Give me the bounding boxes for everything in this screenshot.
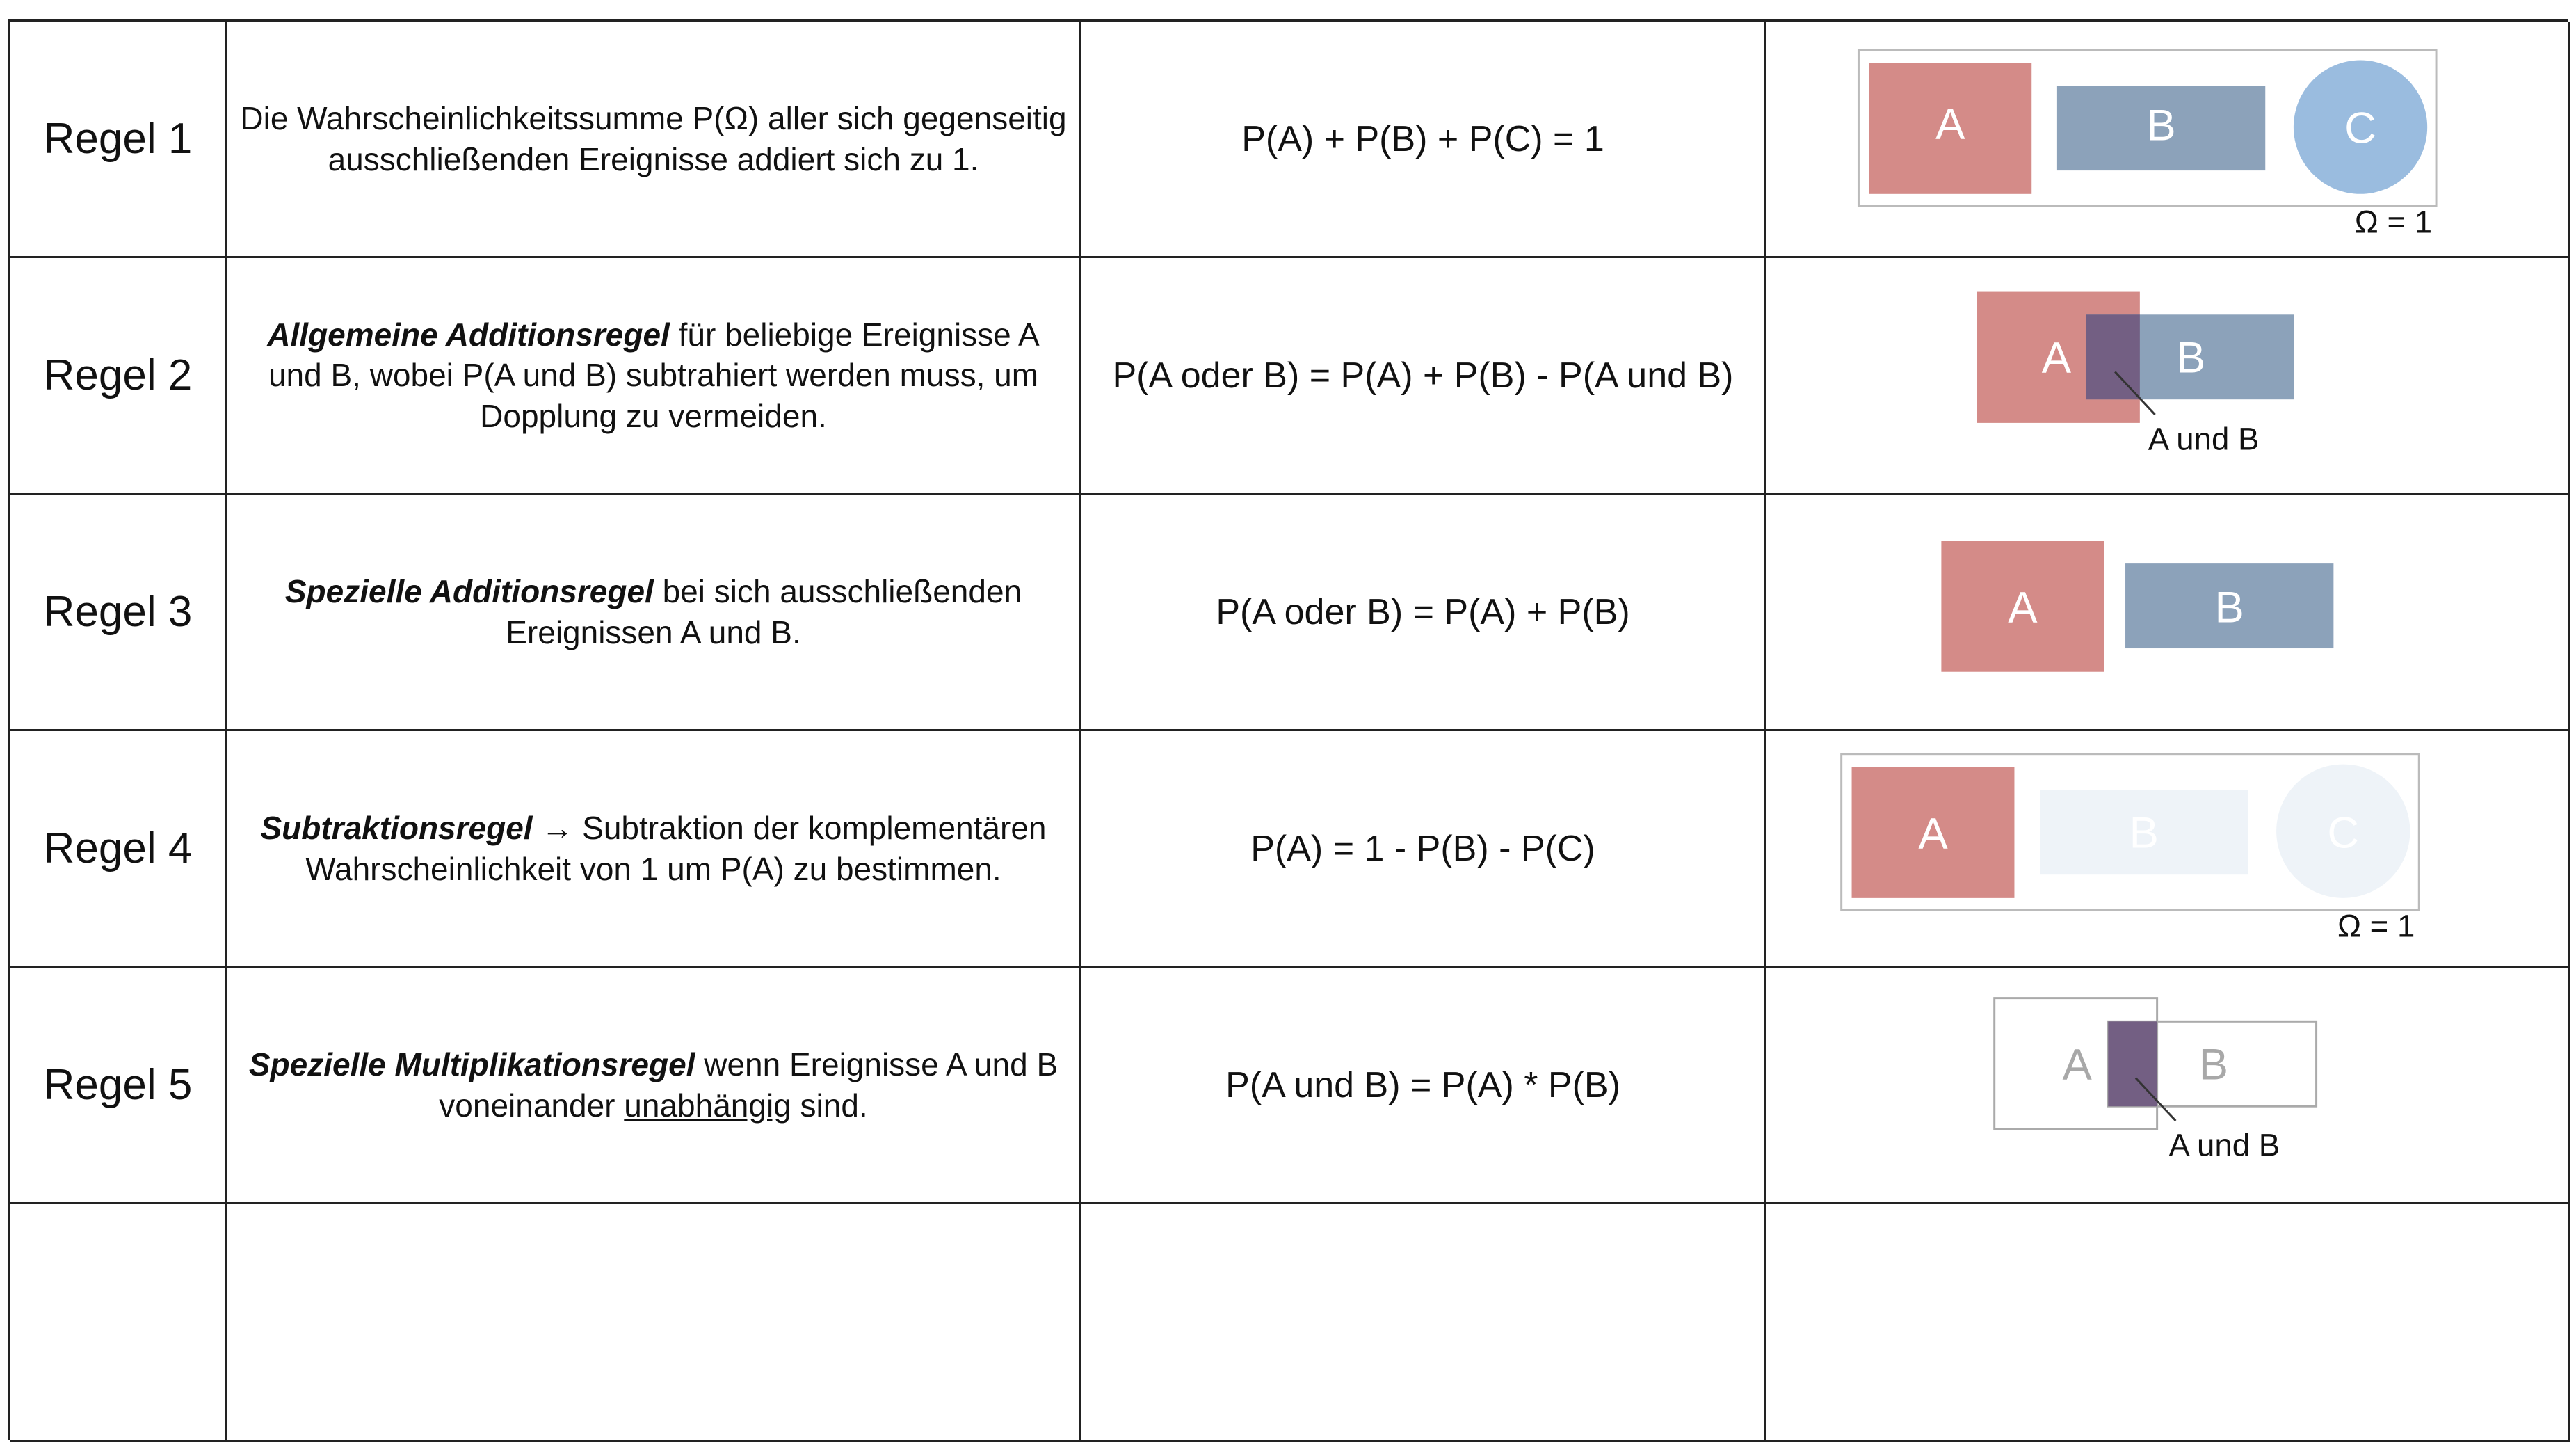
rule-description-text: Subtraktion der komplementären Wahrscheinlichkeit von 1 um P(A) zu bestimmen. (305, 810, 1047, 887)
rule-diagram (1766, 968, 2570, 1204)
diagram-special-multiplication (1766, 968, 2568, 1202)
event-a-label: A (2041, 333, 2072, 383)
event-b-label: B (2176, 333, 2206, 383)
event-b-label: B (2214, 583, 2244, 632)
rule-formula: P(A) + P(B) + P(C) = 1 (1081, 22, 1766, 258)
rule-diagram (1766, 495, 2570, 731)
empty-cell (10, 1204, 227, 1442)
empty-cell (227, 1204, 1081, 1442)
rule-description-bold: Subtraktionsregel (260, 810, 533, 847)
rules-table (8, 19, 2568, 1440)
rule-description-underlined: unabhängig (624, 1087, 791, 1124)
empty-cell (1766, 1204, 2570, 1442)
rule-description-text: bei sich ausschließenden Ereignissen A und B. (506, 573, 1022, 650)
rule-formula: P(A) = 1 - P(B) - P(C) (1081, 731, 1766, 968)
empty-cell (1081, 1204, 1766, 1442)
rule-description (227, 258, 1081, 495)
rule-name: Regel 3 (10, 495, 227, 731)
event-c-label: C (2327, 808, 2360, 858)
rule-formula: P(A und B) = P(A) * P(B) (1081, 968, 1766, 1204)
rule-description (227, 968, 1081, 1204)
rule-description-end: sind. (791, 1087, 868, 1124)
intersection-label: A und B (2168, 1127, 2280, 1163)
rule-description-bold: Allgemeine Additionsregel (267, 316, 670, 353)
diagram-general-addition (1766, 258, 2568, 493)
rule-formula: P(A oder B) = P(A) + P(B) (1081, 495, 1766, 731)
rule-formula: P(A oder B) = P(A) + P(B) - P(A und B) (1081, 258, 1766, 495)
intersection-shape (2086, 314, 2140, 399)
event-a-label: A (1918, 809, 1948, 858)
rule-name: Regel 1 (10, 22, 227, 258)
diagram-special-addition (1766, 495, 2568, 729)
event-b-label: B (2146, 101, 2176, 150)
event-b-label: B (2129, 808, 2159, 858)
event-a-label: A (2062, 1040, 2092, 1089)
event-b-label: B (2198, 1040, 2229, 1089)
rule-name: Regel 4 (10, 731, 227, 968)
arrow-icon: → (532, 810, 583, 847)
omega-label: Ω = 1 (2337, 908, 2415, 944)
rule-description-bold: Spezielle Additionsregel (284, 573, 654, 610)
rule-name: Regel 2 (10, 258, 227, 495)
omega-label: Ω = 1 (2354, 204, 2433, 240)
rule-description-text: wenn Ereignisse A und B voneinander (439, 1046, 1058, 1124)
rule-description (227, 495, 1081, 731)
rule-diagram (1766, 258, 2570, 495)
rule-description-text: für beliebige Ereignisse A und B, wobei P(A und B) subtrahiert werden muss, um Dopplung zu vermeiden. (268, 316, 1040, 434)
rule-description-bold: Spezielle Multiplikationsregel (248, 1046, 695, 1083)
event-c-label: C (2344, 104, 2376, 153)
rule-description (227, 22, 1081, 258)
rule-diagram (1766, 22, 2570, 258)
rule-description-text: Die Wahrscheinlichkeitssumme P(Ω) aller sich gegenseitig ausschließenden Ereignisse addiert sich zu 1. (240, 100, 1067, 177)
intersection-label: A und B (2148, 421, 2260, 457)
event-a-label: A (1935, 99, 1965, 149)
rule-diagram (1766, 731, 2570, 968)
diagram-subtraction-omega (1766, 731, 2568, 966)
event-a-label: A (2008, 583, 2038, 632)
rule-name: Regel 5 (10, 968, 227, 1204)
diagram-mutually-exclusive-omega (1766, 22, 2568, 256)
rule-description (227, 731, 1081, 968)
